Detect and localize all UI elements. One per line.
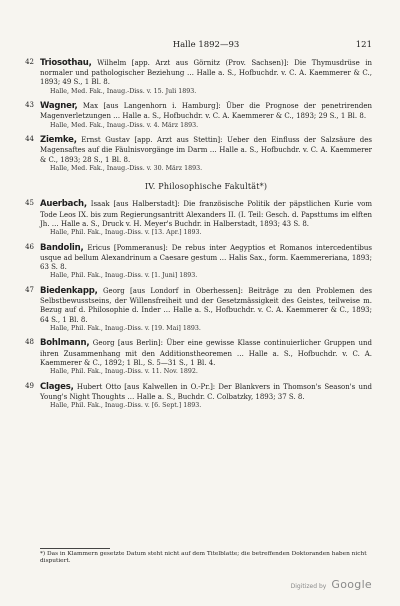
list-item [25,101,372,129]
footnote-rule [40,548,110,549]
entry-number: 46 [25,242,34,251]
entry-citation [40,101,372,121]
footnote: *) Das in Klammern gesetzte Datum steht nicht auf dem Titelblatte; die betreffenden Doktoranden haben nicht disputiert. [40,551,367,565]
author-surname: Bohlmann, [40,338,90,349]
entry-note: Halle, Med. Fak., Inaug.-Diss. v. 4. März 1893. [50,121,199,129]
entry-description: Max [aus Langenhorn i. Hamburg]: Über die Prognose der penetrirenden Magenverletzungen … Halle a. S., Hofbuchdr. v. C. A. Kaemmerer & C., 1893; 29 S., 1 Bl. 8. [40,102,372,121]
entry-number: 43 [25,101,34,110]
author-surname: Biedenkapp, [40,285,98,296]
entry-citation [40,243,372,273]
list-item [25,135,372,172]
entry-number: 48 [25,338,34,347]
entry-citation [40,382,372,402]
entry-note: Halle, Phil. Fak., Inaug.-Diss. v. [6. Sept.] 1893. [50,402,202,410]
entry-note: Halle, Phil. Fak., Inaug.-Diss. v. 11. Nov. 1892. [50,368,198,376]
list-item [25,58,372,95]
entry-citation [40,58,372,88]
entry-note: Halle, Med. Fak., Inaug.-Diss. v. 15. Juli 1893. [50,87,197,95]
digitization-watermark [291,573,372,592]
entry-note: Halle, Phil. Fak., Inaug.-Diss. v. [13. Apr.] 1893. [50,229,202,237]
author-surname: Clages, [40,381,74,392]
entry-citation [40,199,372,229]
entry-note: Halle, Phil. Fak., Inaug.-Diss. v. [19. Mai] 1893. [50,324,201,332]
entry-description: Hubert Otto [aus Kalwellen in O.-Pr.]: Der Blankvers in Thomson's Season's und Young's Night Thoughts … Halle a. S., Buchdr. C. Colbatzky, 1893; 37 S. 8. [40,382,372,401]
list-item [25,338,372,376]
entry-citation [40,286,372,325]
page-body [25,58,373,416]
entry-number: 42 [25,58,34,66]
entry-number: 47 [25,285,34,294]
author-surname: Wagner, [40,101,78,112]
entry-note: Halle, Med. Fak., Inaug.-Diss. v. 30. März 1893. [50,164,203,172]
author-surname: Ziemke, [40,135,77,146]
running-title: Halle 1892—93 [172,40,240,50]
entry-description: Isaak [aus Halberstadt]: Die französische Politik der päpstlichen Kurie vom Tode Leos IX. bis zum Regierungsantritt Alexanders II. (I. Teil: Gesch. d. Papsttums im elften Jh. … Halle a. S., Druck v. H. Meyer's Buchdr. in Halberstadt, 1893; 43 S. 8. [40,200,373,228]
list-item [25,285,372,332]
watermark-prefix: Digitized by [290,583,327,590]
entry-description: Ernst Gustav [app. Arzt aus Stettin]: Ueber den Einfluss der Salzsäure des Magensaftes auf die Fäulnisvorgänge im Darm … Halle a. S., Hofbuchdr. v. C. A. Kaemmerer & C., 1893; 28 S., 1 Bl. 8. [40,136,372,164]
list-item [25,242,372,280]
entry-note: Halle, Phil. Fak., Inaug.-Diss. v. [1. Juni] 1893. [50,272,198,280]
entry-number: 45 [25,199,34,208]
running-head [40,40,372,52]
page-number: 121 [355,40,372,50]
entry-description: Georg [aus Berlin]: Über eine gewisse Klasse continuierlicher Gruppen und ihren Zusammenhang mit den Additionstheoremen … Halle a. S., Hofbuchdr. v. C. A. Kaemmerer & C., 1892; 1 Bl., S. 5—31 S., 1 Bl. 4. [40,339,372,367]
entry-description: Georg [aus Londorf in Oberhessen]: Beiträge zu den Problemen des Selbstbewusstseins, der Willensfreiheit und der Gesetzmässigkeit des Geistes, teilweise m. Bezug auf d. Philosophie d. Inder … Halle a. S., Hofbuchdr. v. C. A. Kaemmerer & C., 1893; 64 S., 1 Bl. 8. [40,286,372,324]
google-logo-text: Google [331,578,372,591]
list-item [25,381,372,410]
author-surname: Auerbach, [40,199,87,210]
list-item [25,199,373,237]
author-surname: Bandolin, [40,242,84,253]
entry-number: 49 [25,381,34,390]
author-surname: Triosothau, [40,58,92,68]
entry-number: 44 [25,135,34,144]
entry-citation [40,338,372,368]
entry-description: Ericus [Pommeranus]: De rebus inter Aegyptios et Romanos intercedentibus usque ad bellum Alexandrinum a Caesare gestum … Halis Sax., form. Kaemmereriana, 1893; 63 S. 8. [40,243,372,272]
section-heading: IV. Philosophische Fakultät*) [144,182,268,192]
entry-citation [40,135,372,165]
entry-description: Wilhelm [app. Arzt aus Görnitz (Prov. Sachsen)]: Die Thymusdrüse in normaler und pathologischer Beziehung … Halle a. S., Hofbuchdr. v. C. A. Kaemmerer & C., 1893; 49 S., 1 Bl. 8. [40,59,372,87]
